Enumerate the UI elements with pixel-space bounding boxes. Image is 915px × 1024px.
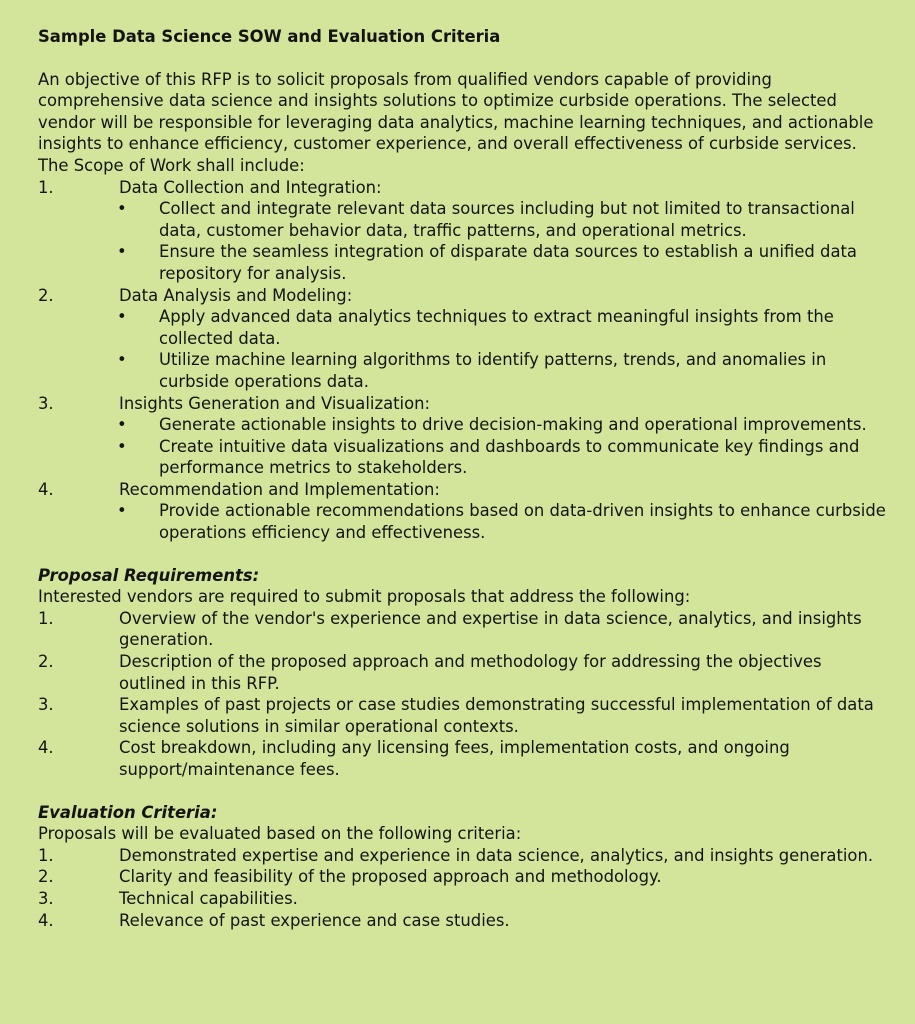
item-text: Description of the proposed approach and methodology for addressing the objectives outlined in this RFP.	[119, 652, 822, 693]
scope-item-number: 1.	[38, 177, 54, 197]
item-text: Clarity and feasibility of the proposed approach and methodology.	[119, 867, 662, 887]
evaluation-heading: Evaluation Criteria:	[38, 802, 218, 822]
scope-bullets	[38, 500, 887, 543]
scope-item-label: Recommendation and Implementation:	[119, 479, 440, 499]
evaluation-item	[38, 888, 887, 910]
evaluation-list	[38, 845, 887, 931]
scope-bullets	[38, 306, 887, 392]
bullet-item	[38, 241, 887, 284]
evaluation-item	[38, 866, 887, 888]
item-text: Demonstrated expertise and experience in data science, analytics, and insights generation.	[119, 845, 874, 865]
item-number: 3.	[38, 695, 54, 715]
scope-bullets	[38, 414, 887, 479]
item-text: Relevance of past experience and case studies.	[119, 910, 510, 930]
item-number: 2.	[38, 867, 54, 887]
bullet-text: Apply advanced data analytics techniques to extract meaningful insights from the collected data.	[159, 307, 834, 348]
item-text: Technical capabilities.	[119, 888, 298, 908]
bullet-text: Generate actionable insights to drive decision-making and operational improvements.	[159, 415, 867, 435]
evaluation-lead: Proposals will be evaluated based on the following criteria:	[38, 824, 522, 844]
proposal-item	[38, 651, 887, 694]
item-text: Cost breakdown, including any licensing fees, implementation costs, and ongoing support/maintenance fees.	[119, 738, 790, 779]
item-text: Overview of the vendor's experience and expertise in data science, analytics, and insights generation.	[119, 608, 862, 650]
scope-item-label: Insights Generation and Visualization:	[119, 393, 431, 413]
scope-item	[38, 177, 887, 199]
scope-item-label: Data Collection and Integration:	[119, 177, 382, 197]
bullet-icon: •	[117, 199, 127, 219]
bullet-icon: •	[117, 501, 127, 521]
bullet-text: Provide actionable recommendations based on data-driven insights to enhance curbside operations efficiency and effectiveness.	[159, 501, 886, 543]
item-number: 1.	[38, 608, 54, 628]
bullet-icon: •	[117, 436, 127, 456]
bullet-icon: •	[117, 242, 127, 262]
bullet-text: Collect and integrate relevant data sources including but not limited to transactional data, customer behavior data, traffic patterns, and operational metrics.	[159, 199, 855, 240]
scope-item	[38, 285, 887, 307]
bullet-icon: •	[117, 350, 127, 370]
item-number: 4.	[38, 738, 54, 758]
bullet-item	[38, 500, 887, 543]
proposal-lead: Interested vendors are required to submit proposals that address the following:	[38, 587, 691, 607]
item-number: 2.	[38, 652, 54, 672]
bullet-text: Utilize machine learning algorithms to identify patterns, trends, and anomalies in curbside operations data.	[159, 350, 827, 391]
document-title: Sample Data Science SOW and Evaluation Criteria	[38, 27, 501, 46]
proposal-item	[38, 737, 887, 780]
bullet-icon: •	[117, 307, 127, 327]
evaluation-item	[38, 845, 887, 867]
scope-item-label: Data Analysis and Modeling:	[119, 285, 353, 305]
item-number: 3.	[38, 888, 54, 908]
bullet-item	[38, 436, 887, 479]
bullet-icon: •	[117, 415, 127, 435]
proposal-heading: Proposal Requirements:	[38, 565, 260, 585]
scope-item	[38, 479, 887, 501]
intro-paragraph: An objective of this RFP is to solicit proposals from qualified vendors capable of providing comprehensive data science and insights solutions to optimize curbside operations. The selected vendor will be responsible for leveraging data analytics, machine learning techniques, and actionable insights to enhance efficiency, customer experience, and overall effectiveness of curbside services. The Scope of Work shall include:	[38, 69, 874, 175]
scope-bullets	[38, 198, 887, 284]
proposal-item	[38, 694, 887, 737]
scope-item-number: 3.	[38, 393, 54, 413]
proposal-list	[38, 608, 887, 781]
evaluation-item	[38, 910, 887, 932]
item-text: Examples of past projects or case studies demonstrating successful implementation of data science solutions in similar operational contexts.	[119, 695, 874, 736]
bullet-text: Create intuitive data visualizations and dashboards to communicate key findings and performance metrics to stakeholders.	[159, 436, 860, 478]
bullet-item	[38, 306, 887, 349]
scope-item	[38, 393, 887, 415]
bullet-text: Ensure the seamless integration of disparate data sources to establish a unified data repository for analysis.	[159, 242, 857, 283]
scope-item-number: 4.	[38, 479, 54, 499]
bullet-item	[38, 349, 887, 392]
bullet-item	[38, 198, 887, 241]
scope-list	[38, 177, 887, 544]
item-number: 1.	[38, 845, 54, 865]
bullet-item	[38, 414, 887, 436]
item-number: 4.	[38, 910, 54, 930]
scope-item-number: 2.	[38, 285, 54, 305]
proposal-item	[38, 608, 887, 651]
